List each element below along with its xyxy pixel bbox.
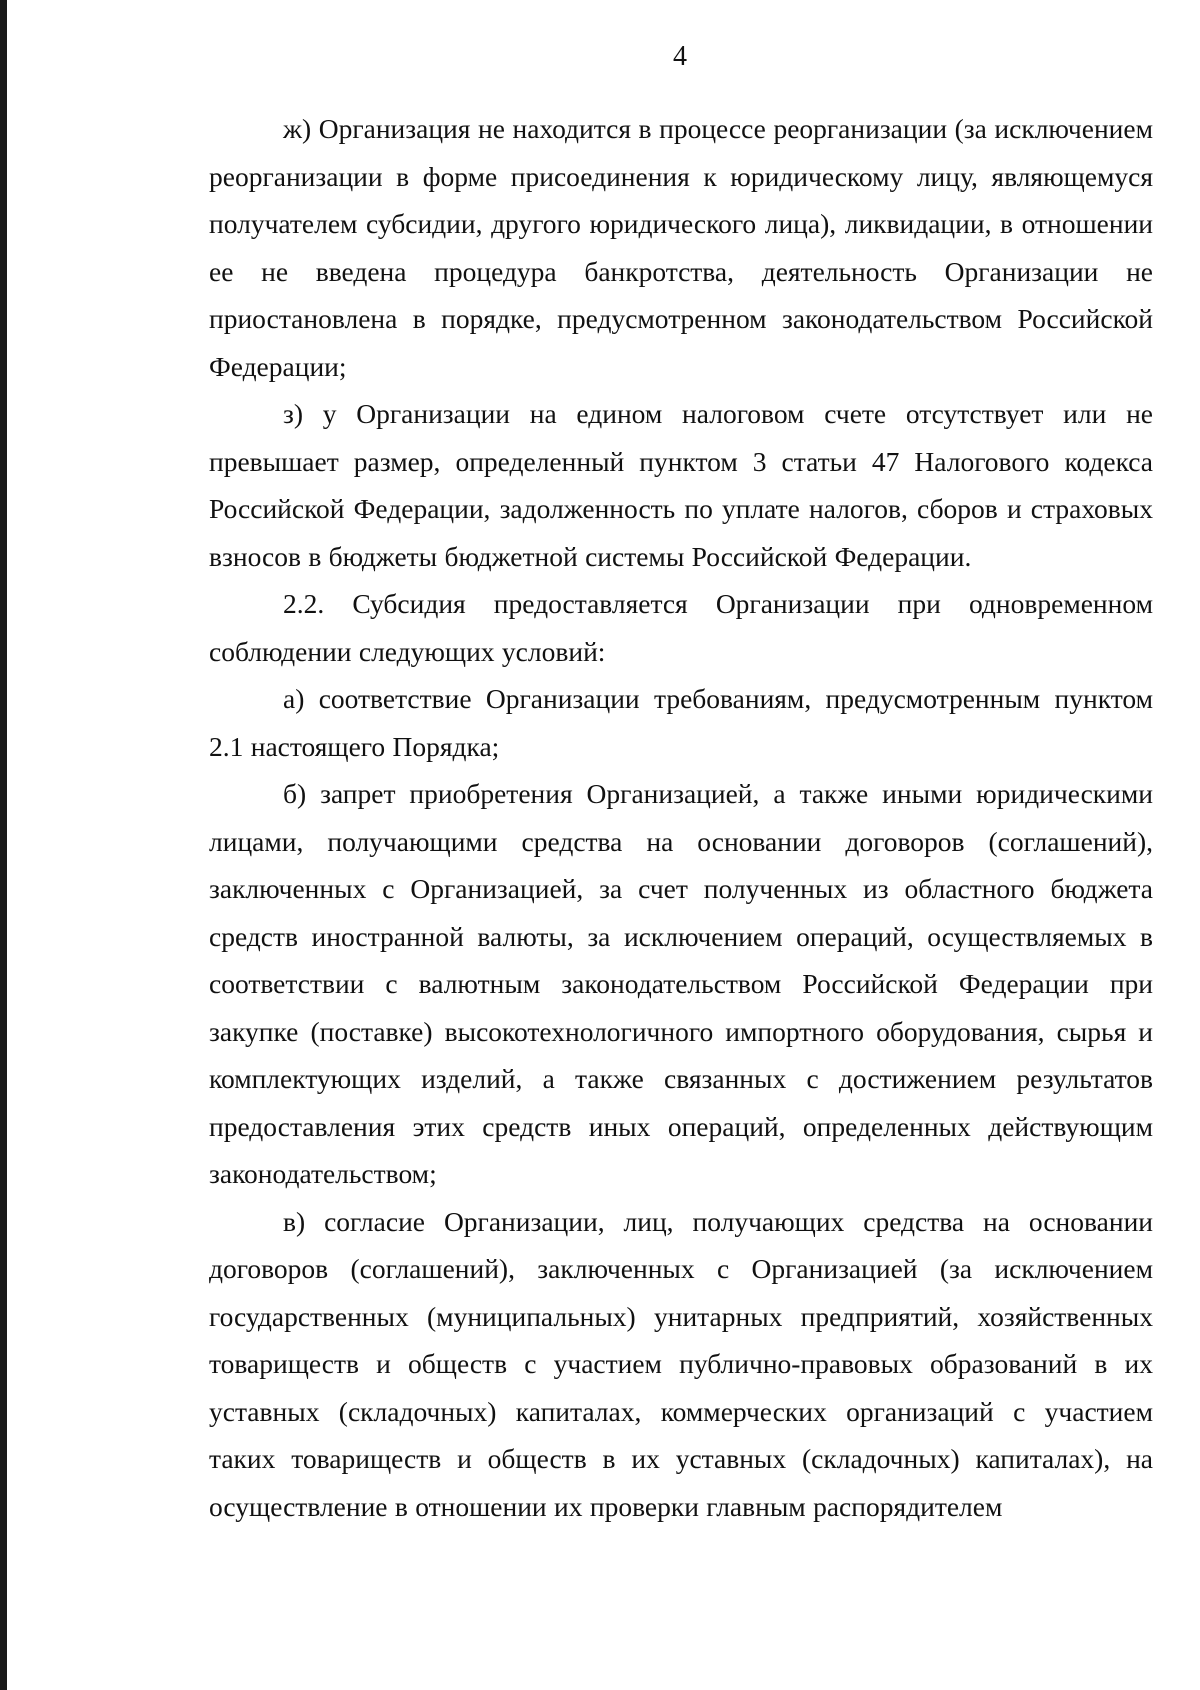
paragraph-b: б) запрет приобретения Организацией, а также иными юридическими лицами, получающими средства на основании договоров (соглашений), заключенных с Организацией, за счет полученных из областного бюджета средств иностранной валюты, за исключением операций, осуществляемых в соответствии с валютным законодательством Российской Федерации при закупке (поставке) высокотехнологичного импортного оборудования, сырья и комплектующих изделий, а также связанных с достижением результатов предоставления этих средств иных операций, определенных действующим законодательством; bbox=[209, 778, 1153, 1189]
paragraph-v: в) согласие Организации, лиц, получающих средства на основании договоров (соглашений), заключенных с Организацией (за исключением государственных (муниципальных) унитарных предприятий, хозяйственных товариществ и обществ с участием публично-правовых образований в их уставных (складочных) капиталах, коммерческих организаций с участием таких товариществ и обществ в их уставных (складочных) капиталах), на осуществление в отношении их проверки главным распорядителем bbox=[209, 1205, 1153, 1522]
paragraph-2-2: 2.2. Субсидия предоставляется Организации при одновременном соблюдении следующих условий: bbox=[209, 588, 1153, 667]
page-number: 4 bbox=[673, 41, 687, 72]
paragraph-zh: ж) Организация не находится в процессе реорганизации (за исключением реорганизации в форме присоединения к юридическому лицу, являющемуся получателем субсидии, другого юридического лица), ликвидации, в отношении ее не введена процедура банкротства, деятельность Организации не приостановлена в порядке, предусмотренном законодательством Российской Федерации; bbox=[209, 113, 1153, 382]
document-body bbox=[209, 105, 1153, 1530]
paragraph-z: з) у Организации на едином налоговом счете отсутствует или не превышает размер, определенный пунктом 3 статьи 47 Налогового кодекса Российской Федерации, задолженность по уплате налогов, сборов и страховых взносов в бюджеты бюджетной системы Российской Федерации. bbox=[209, 398, 1153, 572]
paragraph-a: а) соответствие Организации требованиям, предусмотренным пунктом 2.1 настоящего Порядка; bbox=[209, 683, 1153, 762]
scan-edge-shadow bbox=[0, 0, 7, 1690]
